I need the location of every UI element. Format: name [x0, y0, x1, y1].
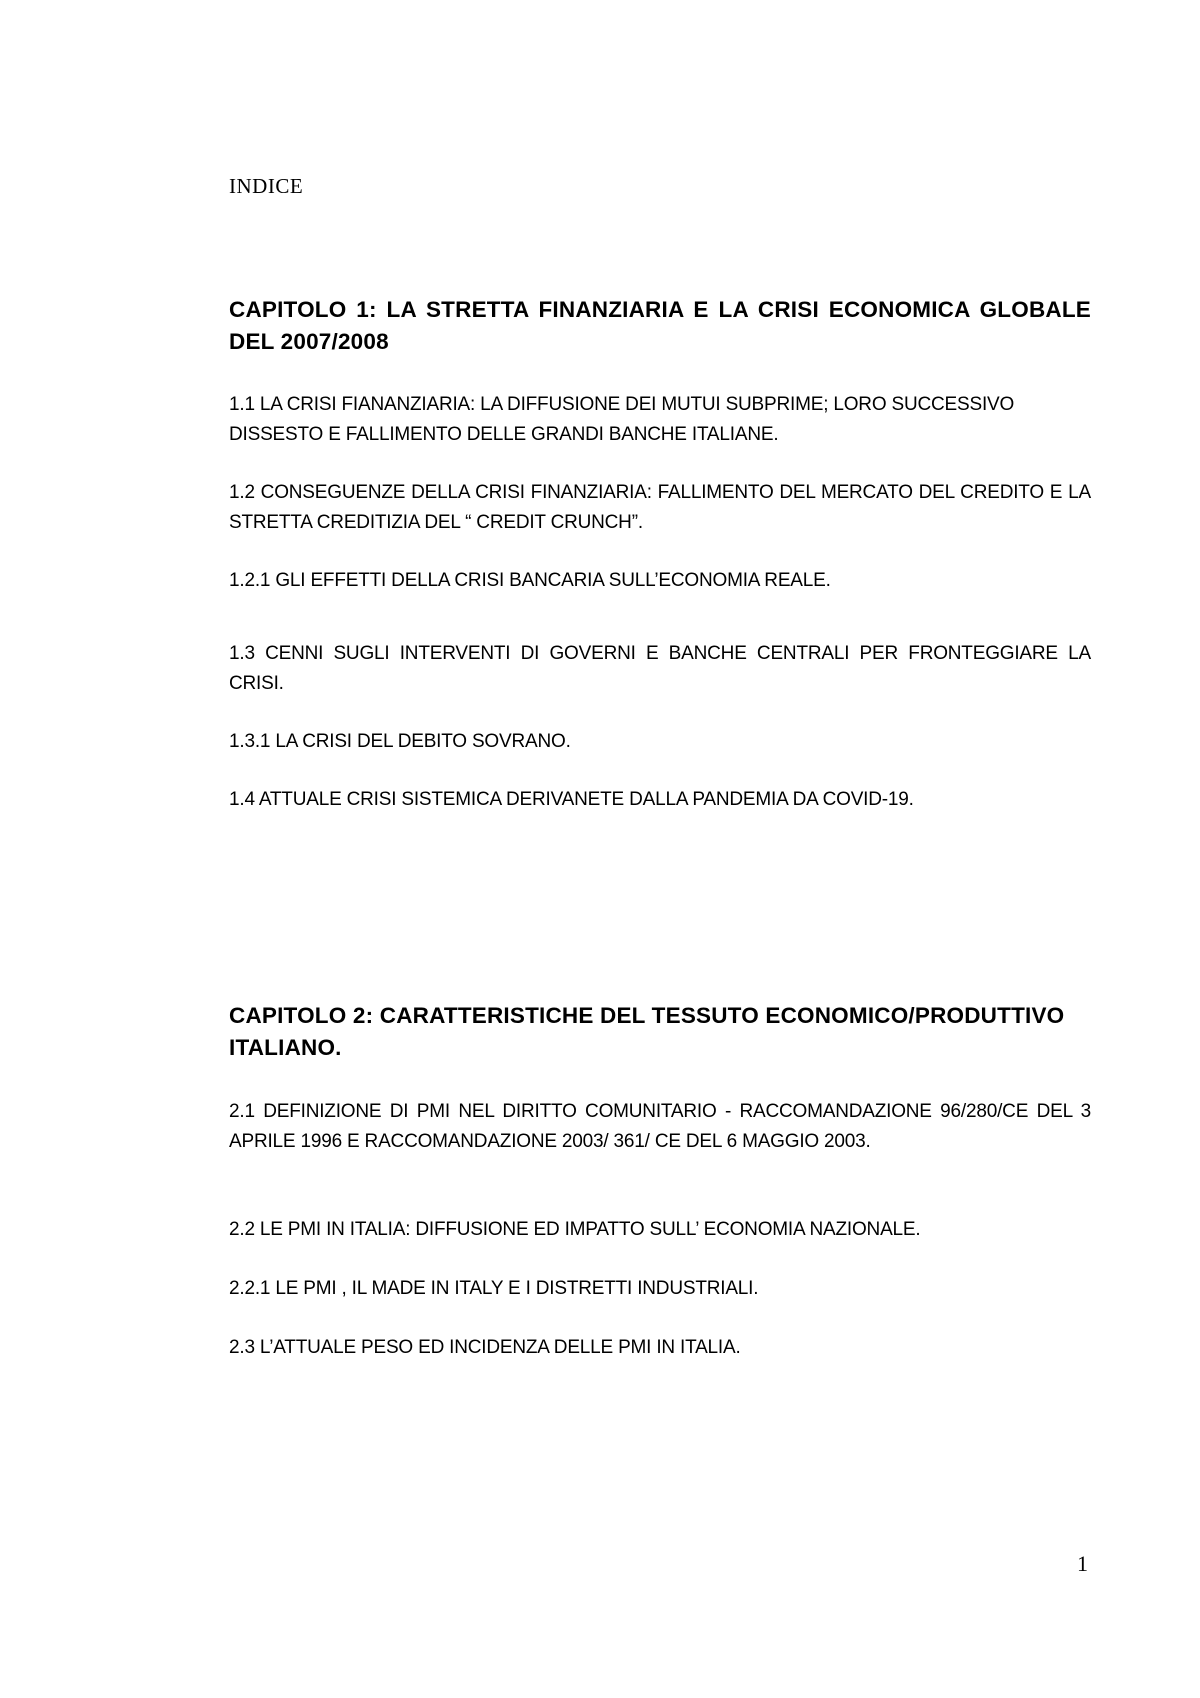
- chapter-1-title: CAPITOLO 1: LA STRETTA FINANZIARIA E LA CRISI ECONOMICA GLOBALE DEL 2007/2008: [229, 297, 1091, 354]
- section-2-3: 2.3 L’ATTUALE PESO ED INCIDENZA DELLE PMI IN ITALIA.: [229, 1337, 741, 1358]
- section-2-2: 2.2 LE PMI IN ITALIA: DIFFUSIONE ED IMPATTO SULL’ ECONOMIA NAZIONALE.: [229, 1219, 921, 1240]
- page-number: 1: [1077, 1551, 1088, 1576]
- section-1-3-1: 1.3.1 LA CRISI DEL DEBITO SOVRANO.: [229, 731, 571, 752]
- chapter-2-title: CAPITOLO 2: CARATTERISTICHE DEL TESSUTO ECONOMICO/PRODUTTIVO ITALIANO.: [229, 1003, 1065, 1060]
- section-1-4: 1.4 ATTUALE CRISI SISTEMICA DERIVANETE DALLA PANDEMIA DA COVID-19.: [229, 789, 914, 810]
- section-1-2-1: 1.2.1 GLI EFFETTI DELLA CRISI BANCARIA SULL’ECONOMIA REALE.: [229, 570, 831, 591]
- section-1-3: 1.3 CENNI SUGLI INTERVENTI DI GOVERNI E BANCHE CENTRALI PER FRONTEGGIARE LA CRISI.: [229, 643, 1091, 694]
- section-2-2-1: 2.2.1 LE PMI , IL MADE IN ITALY E I DISTRETTI INDUSTRIALI.: [229, 1278, 759, 1299]
- index-title: INDICE: [229, 174, 304, 198]
- section-1-2: 1.2 CONSEGUENZE DELLA CRISI FINANZIARIA: FALLIMENTO DEL MERCATO DEL CREDITO E LA STRETTA CREDITIZIA DEL “ CREDIT CRUNCH”.: [229, 482, 1091, 533]
- section-1-1: 1.1 LA CRISI FIANANZIARIA: LA DIFFUSIONE DEI MUTUI SUBPRIME; LORO SUCCESSIVO DISSESTO E FALLIMENTO DELLE GRANDI BANCHE ITALIANE.: [229, 394, 1015, 445]
- section-2-1: 2.1 DEFINIZIONE DI PMI NEL DIRITTO COMUNITARIO - RACCOMANDAZIONE 96/280/CE DEL 3 APRILE 1996 E RACCOMANDAZIONE 2003/ 361/ CE DEL 6 MAGGIO 2003.: [229, 1101, 1091, 1152]
